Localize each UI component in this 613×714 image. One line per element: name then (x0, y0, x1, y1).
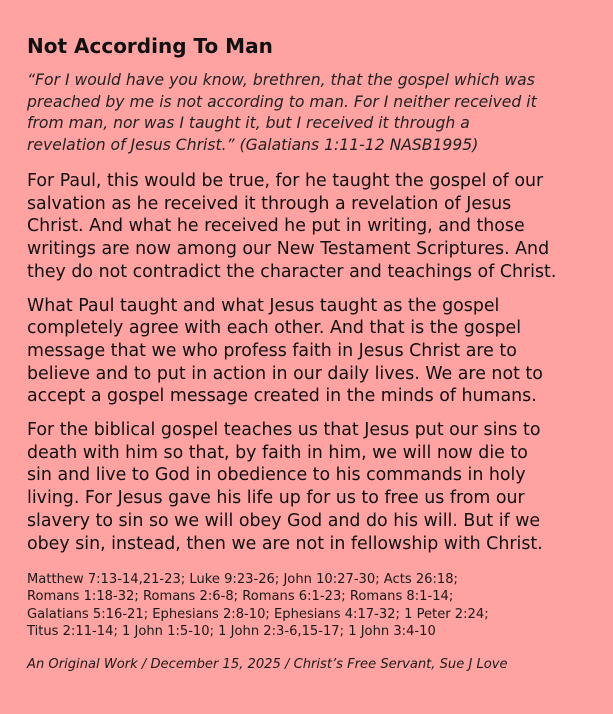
body-paragraph-3 (27, 419, 602, 555)
quote-line: revelation of Jesus Christ.” (Galatians 1:11-12 NASB1995) (27, 135, 479, 154)
paragraph-line: accept a gospel message created in the minds of humans. (27, 386, 537, 407)
reference-line: Galatians 5:16-21; Ephesians 2:8-10; Ephesians 4:17-32; 1 Peter 2:24; (27, 606, 489, 622)
reference-line: Titus 2:11-14; 1 John 1:5-10; 1 John 2:3-6,15-17; 1 John 3:4-10 (27, 623, 436, 639)
paragraph-line: writings are now among our New Testament Scriptures. And (27, 239, 550, 260)
paragraph-line: completely agree with each other. And that is the gospel (27, 318, 522, 339)
reference-line: Matthew 7:13-14,21-23; Luke 9:23-26; John 10:27-30; Acts 26:18; (27, 572, 458, 588)
paragraph-line: sin and live to God in obedience to his commands in holy (27, 465, 526, 486)
paragraph-line: What Paul taught and what Jesus taught as the gospel (27, 295, 500, 316)
quote-line: from man, nor was I taught it, but I received it through a (27, 114, 470, 132)
quote-line: “For I would have you know, brethren, that the gospel which was (27, 71, 535, 89)
reference-line: Romans 1:18-32; Romans 2:6-8; Romans 6:1-23; Romans 8:1-14; (27, 589, 454, 605)
paragraph-line: living. For Jesus gave his life up for us to free us from our (27, 488, 525, 509)
paragraph-line: they do not contradict the character and teachings of Christ. (27, 261, 557, 282)
paragraph-line: death with him so that, by faith in him, we will now die to (27, 442, 528, 463)
paragraph-line: message that we who profess faith in Jesus Christ are to (27, 340, 517, 361)
paragraph-line: For Paul, this would be true, for he taught the gospel of our (27, 171, 544, 191)
page-title: Not According To Man (27, 34, 273, 58)
scripture-quote (27, 70, 597, 156)
paragraph-line: obey sin, instead, then we are not in fellowship with Christ. (27, 533, 543, 554)
paragraph-line: believe and to put in action in our daily lives. We are not to (27, 363, 543, 384)
author-signature: An Original Work / December 15, 2025 / Christ’s Free Servant, Sue J Love (27, 657, 508, 673)
paragraph-line: For the biblical gospel teaches us that Jesus put our sins to (27, 420, 541, 441)
body-paragraph-2 (27, 295, 602, 409)
paragraph-line: salvation as he received it through a revelation of Jesus (27, 193, 512, 214)
body-paragraph-1 (27, 170, 602, 284)
quote-line: preached by me is not according to man. For I neither received it (27, 92, 537, 111)
paragraph-line: Christ. And what he received he put in writing, and those (27, 216, 525, 237)
scripture-references (27, 571, 602, 640)
paragraph-line: slavery to sin so we will obey God and do his will. But if we (27, 510, 541, 531)
